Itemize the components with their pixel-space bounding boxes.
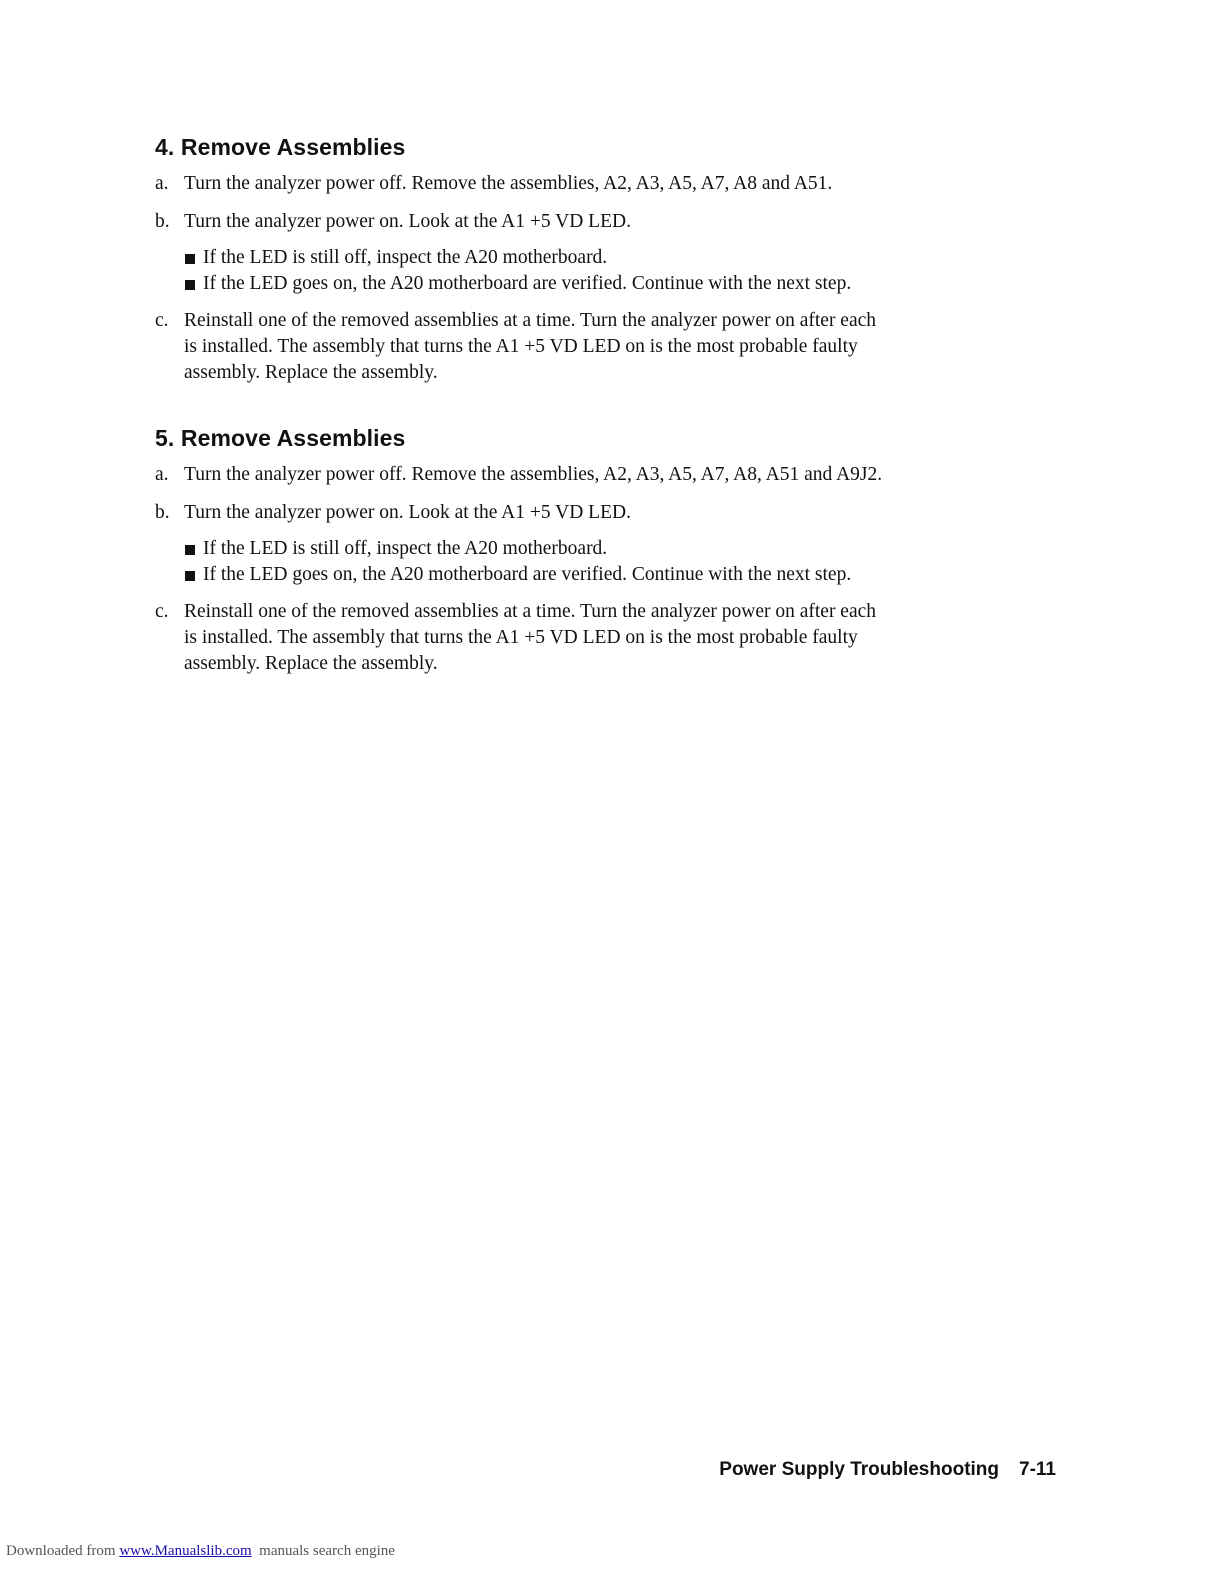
step-text-line: is installed. The assembly that turns the A1 +5 VD LED on is the most probable faulty [184,336,858,357]
square-bullet-icon [185,280,195,290]
footer-title: Power Supply Troubleshooting [719,1459,1000,1480]
bullet-item [185,536,1055,562]
bullet-text: If the LED is still off, inspect the A20 motherboard. [203,538,608,559]
square-bullet-icon [185,545,195,555]
bullet-item [185,245,1055,271]
step-marker: b. [155,211,170,232]
download-suffix: manuals search engine [259,1543,395,1559]
step-c [155,599,1055,677]
page-footer [719,1458,1056,1482]
step-text-line: Reinstall one of the removed assemblies at a time. Turn the analyzer power on after each [184,310,877,331]
section-remove-assemblies-4 [155,132,1055,398]
step-text: Turn the analyzer power on. Look at the A1 +5 VD LED. [184,211,631,232]
step-text: Turn the analyzer power off. Remove the assemblies, A2, A3, A5, A7, A8 and A51. [184,173,833,194]
step-a [155,462,1055,488]
bullet-item [185,271,1055,297]
step-marker: a. [155,464,169,485]
page-number: 7-11 [1019,1459,1056,1480]
step-text-line: assembly. Replace the assembly. [184,653,438,674]
step-text-line: assembly. Replace the assembly. [184,362,438,383]
bullet-text: If the LED goes on, the A20 motherboard are verified. Continue with the next step. [203,564,852,585]
bullet-text: If the LED is still off, inspect the A20 motherboard. [203,247,608,268]
section-remove-assemblies-5 [155,423,1055,689]
download-prefix: Downloaded from [6,1543,116,1559]
bullet-list [155,245,1055,297]
step-text-line: Reinstall one of the removed assemblies at a time. Turn the analyzer power on after each [184,601,877,622]
step-b [155,209,1055,235]
section-heading: 5. Remove Assemblies [155,425,406,451]
square-bullet-icon [185,571,195,581]
step-text: Turn the analyzer power off. Remove the assemblies, A2, A3, A5, A7, A8, A51 and A9J2. [184,464,883,485]
bullet-text: If the LED goes on, the A20 motherboard are verified. Continue with the next step. [203,273,852,294]
step-marker: c. [155,601,169,622]
manualslib-link[interactable]: www.Manualslib.com [119,1543,252,1559]
bullet-item [185,562,1055,588]
step-marker: c. [155,310,169,331]
step-text: Turn the analyzer power on. Look at the A1 +5 VD LED. [184,502,631,523]
bullet-list [155,536,1055,588]
step-marker: a. [155,173,169,194]
download-note [6,1541,395,1561]
section-heading: 4. Remove Assemblies [155,134,406,160]
step-c [155,308,1055,386]
step-b [155,500,1055,526]
step-marker: b. [155,502,170,523]
step-text-line: is installed. The assembly that turns the A1 +5 VD LED on is the most probable faulty [184,627,858,648]
step-a [155,171,1055,197]
square-bullet-icon [185,254,195,264]
